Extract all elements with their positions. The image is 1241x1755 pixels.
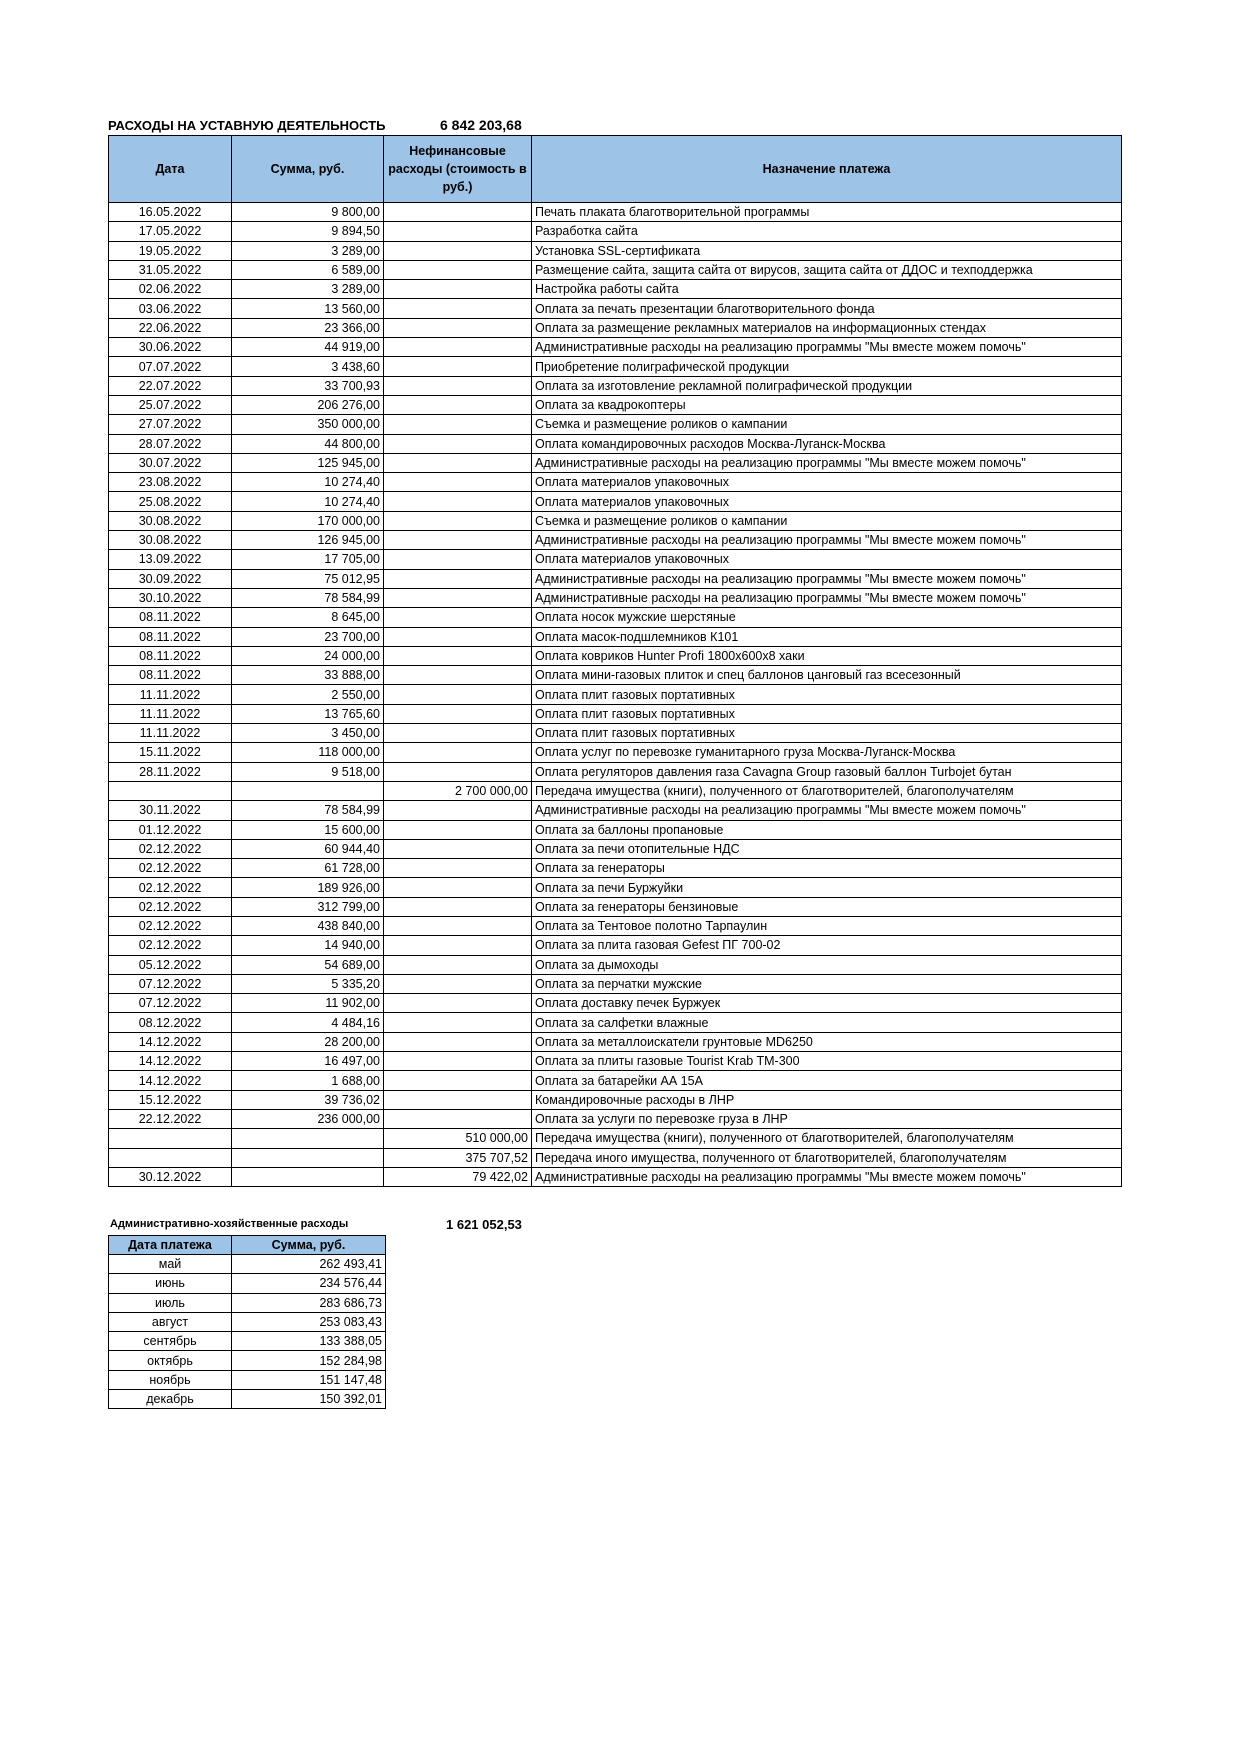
row-sum: 24 000,00 (232, 646, 384, 665)
row-date: 11.11.2022 (109, 685, 232, 704)
row-sum: 126 945,00 (232, 531, 384, 550)
row-month: июль (109, 1293, 232, 1312)
row-sum: 23 366,00 (232, 318, 384, 337)
table-row (109, 318, 1122, 337)
row-nonfinancial (384, 955, 532, 974)
header-sum: Сумма, руб. (232, 1236, 386, 1255)
row-sum: 206 276,00 (232, 395, 384, 414)
row-date: 02.12.2022 (109, 859, 232, 878)
row-nonfinancial (384, 434, 532, 453)
admin-expenses-table (108, 1235, 386, 1409)
row-sum: 9 894,50 (232, 222, 384, 241)
row-nonfinancial: 375 707,52 (384, 1148, 532, 1167)
row-purpose: Печать плаката благотворительной программы (532, 203, 1122, 222)
table-row (109, 511, 1122, 530)
row-month: октябрь (109, 1351, 232, 1370)
row-date: 02.12.2022 (109, 936, 232, 955)
row-month: август (109, 1312, 232, 1331)
row-sum: 9 518,00 (232, 762, 384, 781)
table-row (109, 974, 1122, 993)
table-row (109, 627, 1122, 646)
row-date (109, 781, 232, 800)
row-nonfinancial (384, 1032, 532, 1051)
row-sum: 150 392,01 (232, 1390, 386, 1409)
row-date: 27.07.2022 (109, 415, 232, 434)
row-nonfinancial (384, 704, 532, 723)
row-date: 02.06.2022 (109, 280, 232, 299)
row-purpose: Командировочные расходы в ЛНР (532, 1090, 1122, 1109)
row-nonfinancial (384, 762, 532, 781)
row-nonfinancial (384, 646, 532, 665)
row-nonfinancial (384, 357, 532, 376)
row-purpose: Оплата за квадрокоптеры (532, 395, 1122, 414)
header-payment-date: Дата платежа (109, 1236, 232, 1255)
row-nonfinancial (384, 222, 532, 241)
admin-expenses-title: Административно-хозяйственные расходы (110, 1218, 349, 1230)
row-sum: 13 765,60 (232, 704, 384, 723)
row-purpose: Передача имущества (книги), полученного от благотворителей, благополучателям (532, 781, 1122, 800)
table-row (109, 338, 1122, 357)
row-sum: 60 944,40 (232, 839, 384, 858)
row-nonfinancial (384, 801, 532, 820)
row-sum: 1 688,00 (232, 1071, 384, 1090)
table-row (109, 241, 1122, 260)
row-nonfinancial (384, 376, 532, 395)
row-purpose: Оплата за баллоны пропановые (532, 820, 1122, 839)
row-date: 13.09.2022 (109, 550, 232, 569)
row-purpose: Оплата за услуги по перевозке груза в ЛНР (532, 1109, 1122, 1128)
row-sum: 33 888,00 (232, 666, 384, 685)
row-date: 30.10.2022 (109, 588, 232, 607)
row-purpose: Оплата за генераторы бензиновые (532, 897, 1122, 916)
row-purpose: Приобретение полиграфической продукции (532, 357, 1122, 376)
row-sum: 438 840,00 (232, 916, 384, 935)
row-date: 31.05.2022 (109, 260, 232, 279)
header-purpose: Назначение платежа (532, 136, 1122, 203)
row-purpose: Оплата ковриков Hunter Profi 1800x600x8 хаки (532, 646, 1122, 665)
row-date: 02.12.2022 (109, 897, 232, 916)
table-row (109, 878, 1122, 897)
row-sum (232, 1148, 384, 1167)
row-purpose: Административные расходы на реализацию программы "Мы вместе можем помочь" (532, 1167, 1122, 1186)
row-date: 15.12.2022 (109, 1090, 232, 1109)
table-row (109, 704, 1122, 723)
table-row (109, 453, 1122, 472)
row-date: 07.12.2022 (109, 994, 232, 1013)
row-purpose: Административные расходы на реализацию программы "Мы вместе можем помочь" (532, 338, 1122, 357)
table-row (109, 357, 1122, 376)
table-row (109, 608, 1122, 627)
table-row (109, 897, 1122, 916)
row-purpose: Административные расходы на реализацию программы "Мы вместе можем помочь" (532, 531, 1122, 550)
row-date: 30.09.2022 (109, 569, 232, 588)
row-sum: 11 902,00 (232, 994, 384, 1013)
table-row (109, 685, 1122, 704)
row-nonfinancial (384, 878, 532, 897)
row-nonfinancial (384, 473, 532, 492)
row-sum: 2 550,00 (232, 685, 384, 704)
row-purpose: Оплата услуг по перевозке гуманитарного груза Москва-Луганск-Москва (532, 743, 1122, 762)
row-sum: 15 600,00 (232, 820, 384, 839)
table-row (109, 1013, 1122, 1032)
row-nonfinancial (384, 241, 532, 260)
row-date: 30.12.2022 (109, 1167, 232, 1186)
table-row (109, 473, 1122, 492)
row-purpose: Оплата плит газовых портативных (532, 685, 1122, 704)
row-nonfinancial (384, 511, 532, 530)
row-purpose: Оплата за печи Буржуйки (532, 878, 1122, 897)
table-row (109, 666, 1122, 685)
admin-expenses-body (109, 1255, 386, 1409)
row-sum: 44 919,00 (232, 338, 384, 357)
row-purpose: Оплата материалов упаковочных (532, 473, 1122, 492)
row-nonfinancial (384, 569, 532, 588)
table-header-row (109, 136, 1122, 203)
row-month: ноябрь (109, 1370, 232, 1389)
row-sum: 5 335,20 (232, 974, 384, 993)
table-header-row (109, 1236, 386, 1255)
row-date: 07.12.2022 (109, 974, 232, 993)
row-sum: 151 147,48 (232, 1370, 386, 1389)
table-row (109, 839, 1122, 858)
row-nonfinancial (384, 1052, 532, 1071)
admin-expenses-total: 1 621 052,53 (446, 1217, 522, 1232)
row-nonfinancial (384, 1013, 532, 1032)
table-row (109, 1129, 1122, 1148)
table-row (109, 1167, 1122, 1186)
row-nonfinancial (384, 724, 532, 743)
table-row (109, 936, 1122, 955)
table-row (109, 588, 1122, 607)
row-sum: 9 800,00 (232, 203, 384, 222)
row-sum: 262 493,41 (232, 1255, 386, 1274)
row-nonfinancial (384, 1109, 532, 1128)
row-nonfinancial (384, 299, 532, 318)
row-sum: 152 284,98 (232, 1351, 386, 1370)
row-nonfinancial (384, 318, 532, 337)
row-sum: 78 584,99 (232, 588, 384, 607)
row-nonfinancial (384, 916, 532, 935)
table-row (109, 820, 1122, 839)
row-nonfinancial (384, 685, 532, 704)
row-purpose: Разработка сайта (532, 222, 1122, 241)
table-row (109, 299, 1122, 318)
row-purpose: Оплата материалов упаковочных (532, 492, 1122, 511)
row-sum: 236 000,00 (232, 1109, 384, 1128)
row-purpose: Оплата за салфетки влажные (532, 1013, 1122, 1032)
row-month: май (109, 1255, 232, 1274)
statutory-expenses-body (109, 203, 1122, 1187)
row-sum: 61 728,00 (232, 859, 384, 878)
row-nonfinancial (384, 608, 532, 627)
row-sum: 78 584,99 (232, 801, 384, 820)
row-date: 16.05.2022 (109, 203, 232, 222)
row-purpose: Оплата за плита газовая Gefest ПГ 700-02 (532, 936, 1122, 955)
row-sum: 23 700,00 (232, 627, 384, 646)
row-date: 30.11.2022 (109, 801, 232, 820)
row-nonfinancial (384, 492, 532, 511)
row-sum: 253 083,43 (232, 1312, 386, 1331)
row-nonfinancial (384, 897, 532, 916)
row-date: 14.12.2022 (109, 1071, 232, 1090)
row-date: 25.07.2022 (109, 395, 232, 414)
table-row (109, 994, 1122, 1013)
row-purpose: Оплата плит газовых портативных (532, 724, 1122, 743)
row-purpose: Оплата за плиты газовые Tourist Krab TM-300 (532, 1052, 1122, 1071)
row-date: 14.12.2022 (109, 1032, 232, 1051)
row-date: 01.12.2022 (109, 820, 232, 839)
row-nonfinancial (384, 280, 532, 299)
row-sum (232, 1129, 384, 1148)
row-sum: 234 576,44 (232, 1274, 386, 1293)
row-date: 03.06.2022 (109, 299, 232, 318)
header-nonfinancial: Нефинансовые расходы (стоимость в руб.) (384, 136, 532, 203)
row-sum: 170 000,00 (232, 511, 384, 530)
row-nonfinancial (384, 839, 532, 858)
row-sum (232, 1167, 384, 1186)
row-sum: 133 388,05 (232, 1332, 386, 1351)
table-row (109, 1255, 386, 1274)
row-purpose: Оплата за генераторы (532, 859, 1122, 878)
row-date: 02.12.2022 (109, 839, 232, 858)
row-purpose: Оплата командировочных расходов Москва-Луганск-Москва (532, 434, 1122, 453)
row-nonfinancial (384, 453, 532, 472)
row-nonfinancial (384, 550, 532, 569)
row-date: 19.05.2022 (109, 241, 232, 260)
row-purpose: Оплата за печи отопительные НДС (532, 839, 1122, 858)
table-row (109, 569, 1122, 588)
row-purpose: Оплата за батарейки АА 15А (532, 1071, 1122, 1090)
row-nonfinancial (384, 666, 532, 685)
row-sum: 28 200,00 (232, 1032, 384, 1051)
row-sum: 16 497,00 (232, 1052, 384, 1071)
row-sum: 3 450,00 (232, 724, 384, 743)
row-sum: 10 274,40 (232, 473, 384, 492)
row-nonfinancial (384, 395, 532, 414)
row-sum: 118 000,00 (232, 743, 384, 762)
row-date: 30.08.2022 (109, 531, 232, 550)
row-date: 22.07.2022 (109, 376, 232, 395)
row-purpose: Административные расходы на реализацию программы "Мы вместе можем помочь" (532, 453, 1122, 472)
row-purpose: Оплата мини-газовых плиток и спец баллонов цанговый газ всесезонный (532, 666, 1122, 685)
row-purpose: Оплата за перчатки мужские (532, 974, 1122, 993)
row-purpose: Передача имущества (книги), полученного от благотворителей, благополучателям (532, 1129, 1122, 1148)
row-sum: 4 484,16 (232, 1013, 384, 1032)
row-purpose: Установка SSL-сертификата (532, 241, 1122, 260)
row-sum: 3 438,60 (232, 357, 384, 376)
table-row (109, 762, 1122, 781)
row-sum: 3 289,00 (232, 241, 384, 260)
table-row (109, 1351, 386, 1370)
table-row (109, 955, 1122, 974)
row-sum: 189 926,00 (232, 878, 384, 897)
row-date: 07.07.2022 (109, 357, 232, 376)
row-nonfinancial: 510 000,00 (384, 1129, 532, 1148)
statutory-expenses-table (108, 135, 1122, 1187)
row-nonfinancial (384, 627, 532, 646)
table-row (109, 1293, 386, 1312)
table-row (109, 203, 1122, 222)
table-row (109, 1090, 1122, 1109)
table-row (109, 531, 1122, 550)
row-date (109, 1148, 232, 1167)
row-date: 02.12.2022 (109, 878, 232, 897)
table-row (109, 1052, 1122, 1071)
row-date: 17.05.2022 (109, 222, 232, 241)
header-sum: Сумма, руб. (232, 136, 384, 203)
statutory-expenses-title: РАСХОДЫ НА УСТАВНУЮ ДЕЯТЕЛЬНОСТЬ (108, 118, 386, 133)
row-sum: 8 645,00 (232, 608, 384, 627)
row-month: июнь (109, 1274, 232, 1293)
table-row (109, 743, 1122, 762)
row-date: 14.12.2022 (109, 1052, 232, 1071)
row-date: 30.06.2022 (109, 338, 232, 357)
row-sum: 3 289,00 (232, 280, 384, 299)
row-sum: 6 589,00 (232, 260, 384, 279)
row-nonfinancial (384, 974, 532, 993)
table-row (109, 801, 1122, 820)
row-purpose: Административные расходы на реализацию программы "Мы вместе можем помочь" (532, 569, 1122, 588)
table-row (109, 260, 1122, 279)
row-nonfinancial (384, 1090, 532, 1109)
row-sum: 54 689,00 (232, 955, 384, 974)
row-date: 30.08.2022 (109, 511, 232, 530)
table-row (109, 1370, 386, 1389)
table-row (109, 395, 1122, 414)
row-sum: 33 700,93 (232, 376, 384, 395)
row-sum: 14 940,00 (232, 936, 384, 955)
row-date: 11.11.2022 (109, 724, 232, 743)
row-nonfinancial (384, 260, 532, 279)
row-purpose: Оплата за металлоискатели грунтовые MD6250 (532, 1032, 1122, 1051)
row-sum: 17 705,00 (232, 550, 384, 569)
row-purpose: Административные расходы на реализацию программы "Мы вместе можем помочь" (532, 588, 1122, 607)
table-row (109, 415, 1122, 434)
row-date: 15.11.2022 (109, 743, 232, 762)
row-date: 28.11.2022 (109, 762, 232, 781)
row-purpose: Административные расходы на реализацию программы "Мы вместе можем помочь" (532, 801, 1122, 820)
row-purpose: Оплата плит газовых портативных (532, 704, 1122, 723)
row-month: сентябрь (109, 1332, 232, 1351)
table-row (109, 1332, 386, 1351)
row-nonfinancial (384, 338, 532, 357)
row-purpose: Настройка работы сайта (532, 280, 1122, 299)
row-date: 22.06.2022 (109, 318, 232, 337)
row-purpose: Съемка и размещение роликов о кампании (532, 415, 1122, 434)
table-row (109, 1312, 386, 1331)
row-purpose: Оплата регуляторов давления газа Cavagna Group газовый баллон Turbojet бутан (532, 762, 1122, 781)
row-date: 08.12.2022 (109, 1013, 232, 1032)
row-date: 08.11.2022 (109, 608, 232, 627)
row-purpose: Съемка и размещение роликов о кампании (532, 511, 1122, 530)
row-purpose: Передача иного имущества, полученного от благотворителей, благополучателям (532, 1148, 1122, 1167)
row-purpose: Размещение сайта, защита сайта от вирусов, защита сайта от ДДОС и техподдержка (532, 260, 1122, 279)
row-nonfinancial (384, 531, 532, 550)
table-row (109, 781, 1122, 800)
row-nonfinancial (384, 588, 532, 607)
table-row (109, 1148, 1122, 1167)
row-purpose: Оплата масок-подшлемников К101 (532, 627, 1122, 646)
row-purpose: Оплата за изготовление рекламной полиграфической продукции (532, 376, 1122, 395)
row-sum: 312 799,00 (232, 897, 384, 916)
row-sum: 44 800,00 (232, 434, 384, 453)
row-purpose: Оплата доставку печек Буржуек (532, 994, 1122, 1013)
row-date: 11.11.2022 (109, 704, 232, 723)
table-row (109, 550, 1122, 569)
table-row (109, 859, 1122, 878)
table-row (109, 492, 1122, 511)
row-date: 22.12.2022 (109, 1109, 232, 1128)
row-date: 08.11.2022 (109, 627, 232, 646)
row-sum: 283 686,73 (232, 1293, 386, 1312)
row-date: 25.08.2022 (109, 492, 232, 511)
row-date (109, 1129, 232, 1148)
row-sum (232, 781, 384, 800)
row-nonfinancial (384, 820, 532, 839)
row-purpose: Оплата материалов упаковочных (532, 550, 1122, 569)
row-nonfinancial (384, 994, 532, 1013)
row-purpose: Оплата носок мужские шерстяные (532, 608, 1122, 627)
table-row (109, 434, 1122, 453)
row-nonfinancial (384, 1071, 532, 1090)
row-nonfinancial: 2 700 000,00 (384, 781, 532, 800)
table-row (109, 376, 1122, 395)
row-nonfinancial (384, 936, 532, 955)
row-date: 08.11.2022 (109, 646, 232, 665)
table-row (109, 280, 1122, 299)
row-nonfinancial (384, 415, 532, 434)
table-row (109, 646, 1122, 665)
row-date: 02.12.2022 (109, 916, 232, 935)
table-row (109, 1109, 1122, 1128)
row-date: 23.08.2022 (109, 473, 232, 492)
row-date: 30.07.2022 (109, 453, 232, 472)
statutory-expenses-total: 6 842 203,68 (440, 117, 522, 133)
row-nonfinancial (384, 203, 532, 222)
row-purpose: Оплата за дымоходы (532, 955, 1122, 974)
row-date: 28.07.2022 (109, 434, 232, 453)
row-sum: 75 012,95 (232, 569, 384, 588)
table-row (109, 1390, 386, 1409)
row-purpose: Оплата за Тентовое полотно Тарпаулин (532, 916, 1122, 935)
row-sum: 13 560,00 (232, 299, 384, 318)
row-date: 08.11.2022 (109, 666, 232, 685)
row-nonfinancial (384, 743, 532, 762)
table-row (109, 1071, 1122, 1090)
table-row (109, 1274, 386, 1293)
table-row (109, 222, 1122, 241)
row-nonfinancial (384, 859, 532, 878)
table-row (109, 916, 1122, 935)
row-sum: 39 736,02 (232, 1090, 384, 1109)
row-date: 05.12.2022 (109, 955, 232, 974)
row-purpose: Оплата за размещение рекламных материалов на информационных стендах (532, 318, 1122, 337)
header-date: Дата (109, 136, 232, 203)
row-nonfinancial: 79 422,02 (384, 1167, 532, 1186)
row-sum: 350 000,00 (232, 415, 384, 434)
row-sum: 125 945,00 (232, 453, 384, 472)
row-purpose: Оплата за печать презентации благотворительного фонда (532, 299, 1122, 318)
row-sum: 10 274,40 (232, 492, 384, 511)
row-month: декабрь (109, 1390, 232, 1409)
table-row (109, 724, 1122, 743)
table-row (109, 1032, 1122, 1051)
